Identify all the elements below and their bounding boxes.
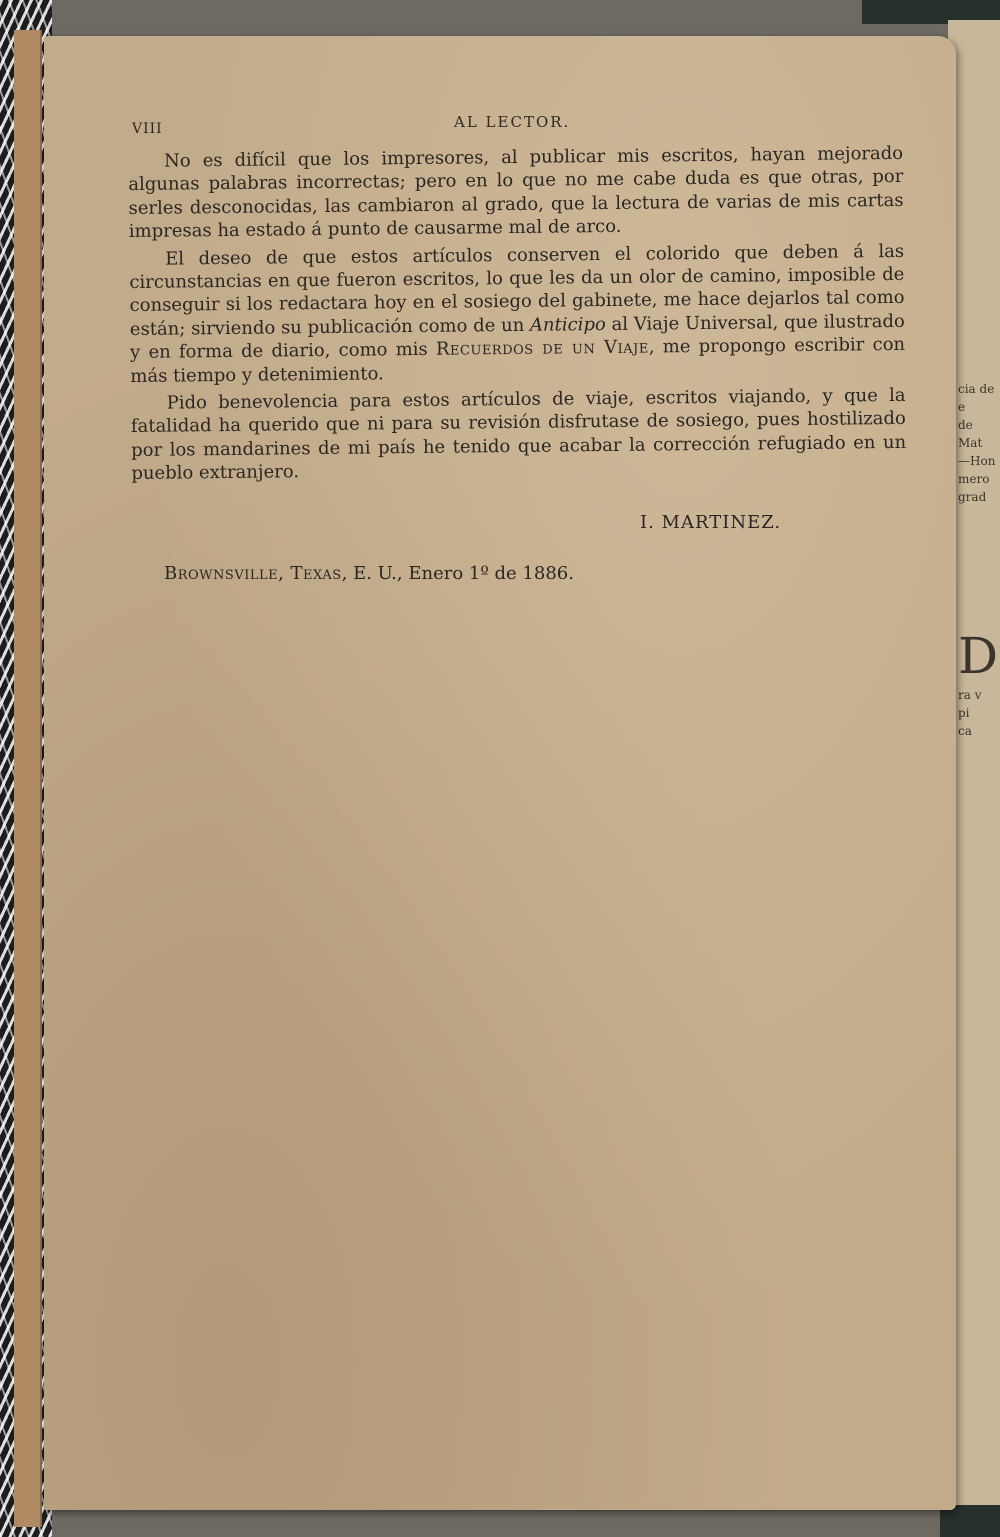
page-number: VIII (132, 121, 163, 137)
author-signature: I. MARTINEZ. (640, 512, 782, 533)
body-text (128, 142, 907, 490)
dateline-date: , E. U., Enero 1º de 1886. (341, 563, 574, 584)
page-header (132, 113, 912, 139)
paragraph-2-part-a: El deseo de que estos artículos conserven el colorido que deben á las circunstancias en que fueron escritos, lo que les da un olor de camino, imposible de conseguir si los redactara hoy en el sosiego del gabinete, me hace dejarlos tal como están; sirviendo su publicación como de un (129, 240, 905, 340)
paragraph-1: No es difícil que los impresores, al publicar mis escritos, hayan mejorado algunas palabras incorrectas; pero en lo que no me cabe duda es que otras, por serles desconocidas, las cambiaron al grado, que la lectura de varias de mis cartas impresas ha estado á punto de causarme mal de arco. (128, 142, 904, 243)
paragraph-3: Pido benevolencia para estos artículos de viaje, escritos viajando, y que la fatalidad ha querido que ni para su revisión disfrutase de sosiego, pues hostilizado por los mandarines de mi país he tenido que acabar la corrección refugiado en un pueblo extranjero. (130, 384, 907, 485)
fragment-drop-letter: D (958, 627, 999, 685)
paragraph-2 (129, 240, 905, 389)
fragment-line: pi (958, 706, 970, 720)
dateline (164, 563, 574, 584)
fragment-line: —Hon (958, 454, 996, 468)
paragraph-2-part-c: , me propongo escribir con más tiempo y detenimiento. (130, 334, 906, 387)
fragment-line: cia de e (958, 382, 995, 414)
next-page-text-fragments (958, 380, 1000, 780)
running-head: AL LECTOR. (454, 113, 571, 131)
dateline-place: Brownsville, Texas (164, 563, 342, 584)
italic-title: Anticipo (529, 313, 606, 336)
paragraph-2-part-b: al Viaje Universal, que ilustrado y en forma de diario, como mis (130, 310, 905, 364)
fragment-line: ca (958, 724, 972, 738)
cover-board-edge (14, 30, 42, 1527)
small-caps-title: Recuerdos de un Viaje (435, 336, 649, 361)
fragment-line: mero (958, 472, 990, 486)
fragment-line: ra v (958, 688, 982, 702)
fragment-line: grad (958, 490, 987, 504)
fragment-line: de Mat (958, 418, 983, 450)
